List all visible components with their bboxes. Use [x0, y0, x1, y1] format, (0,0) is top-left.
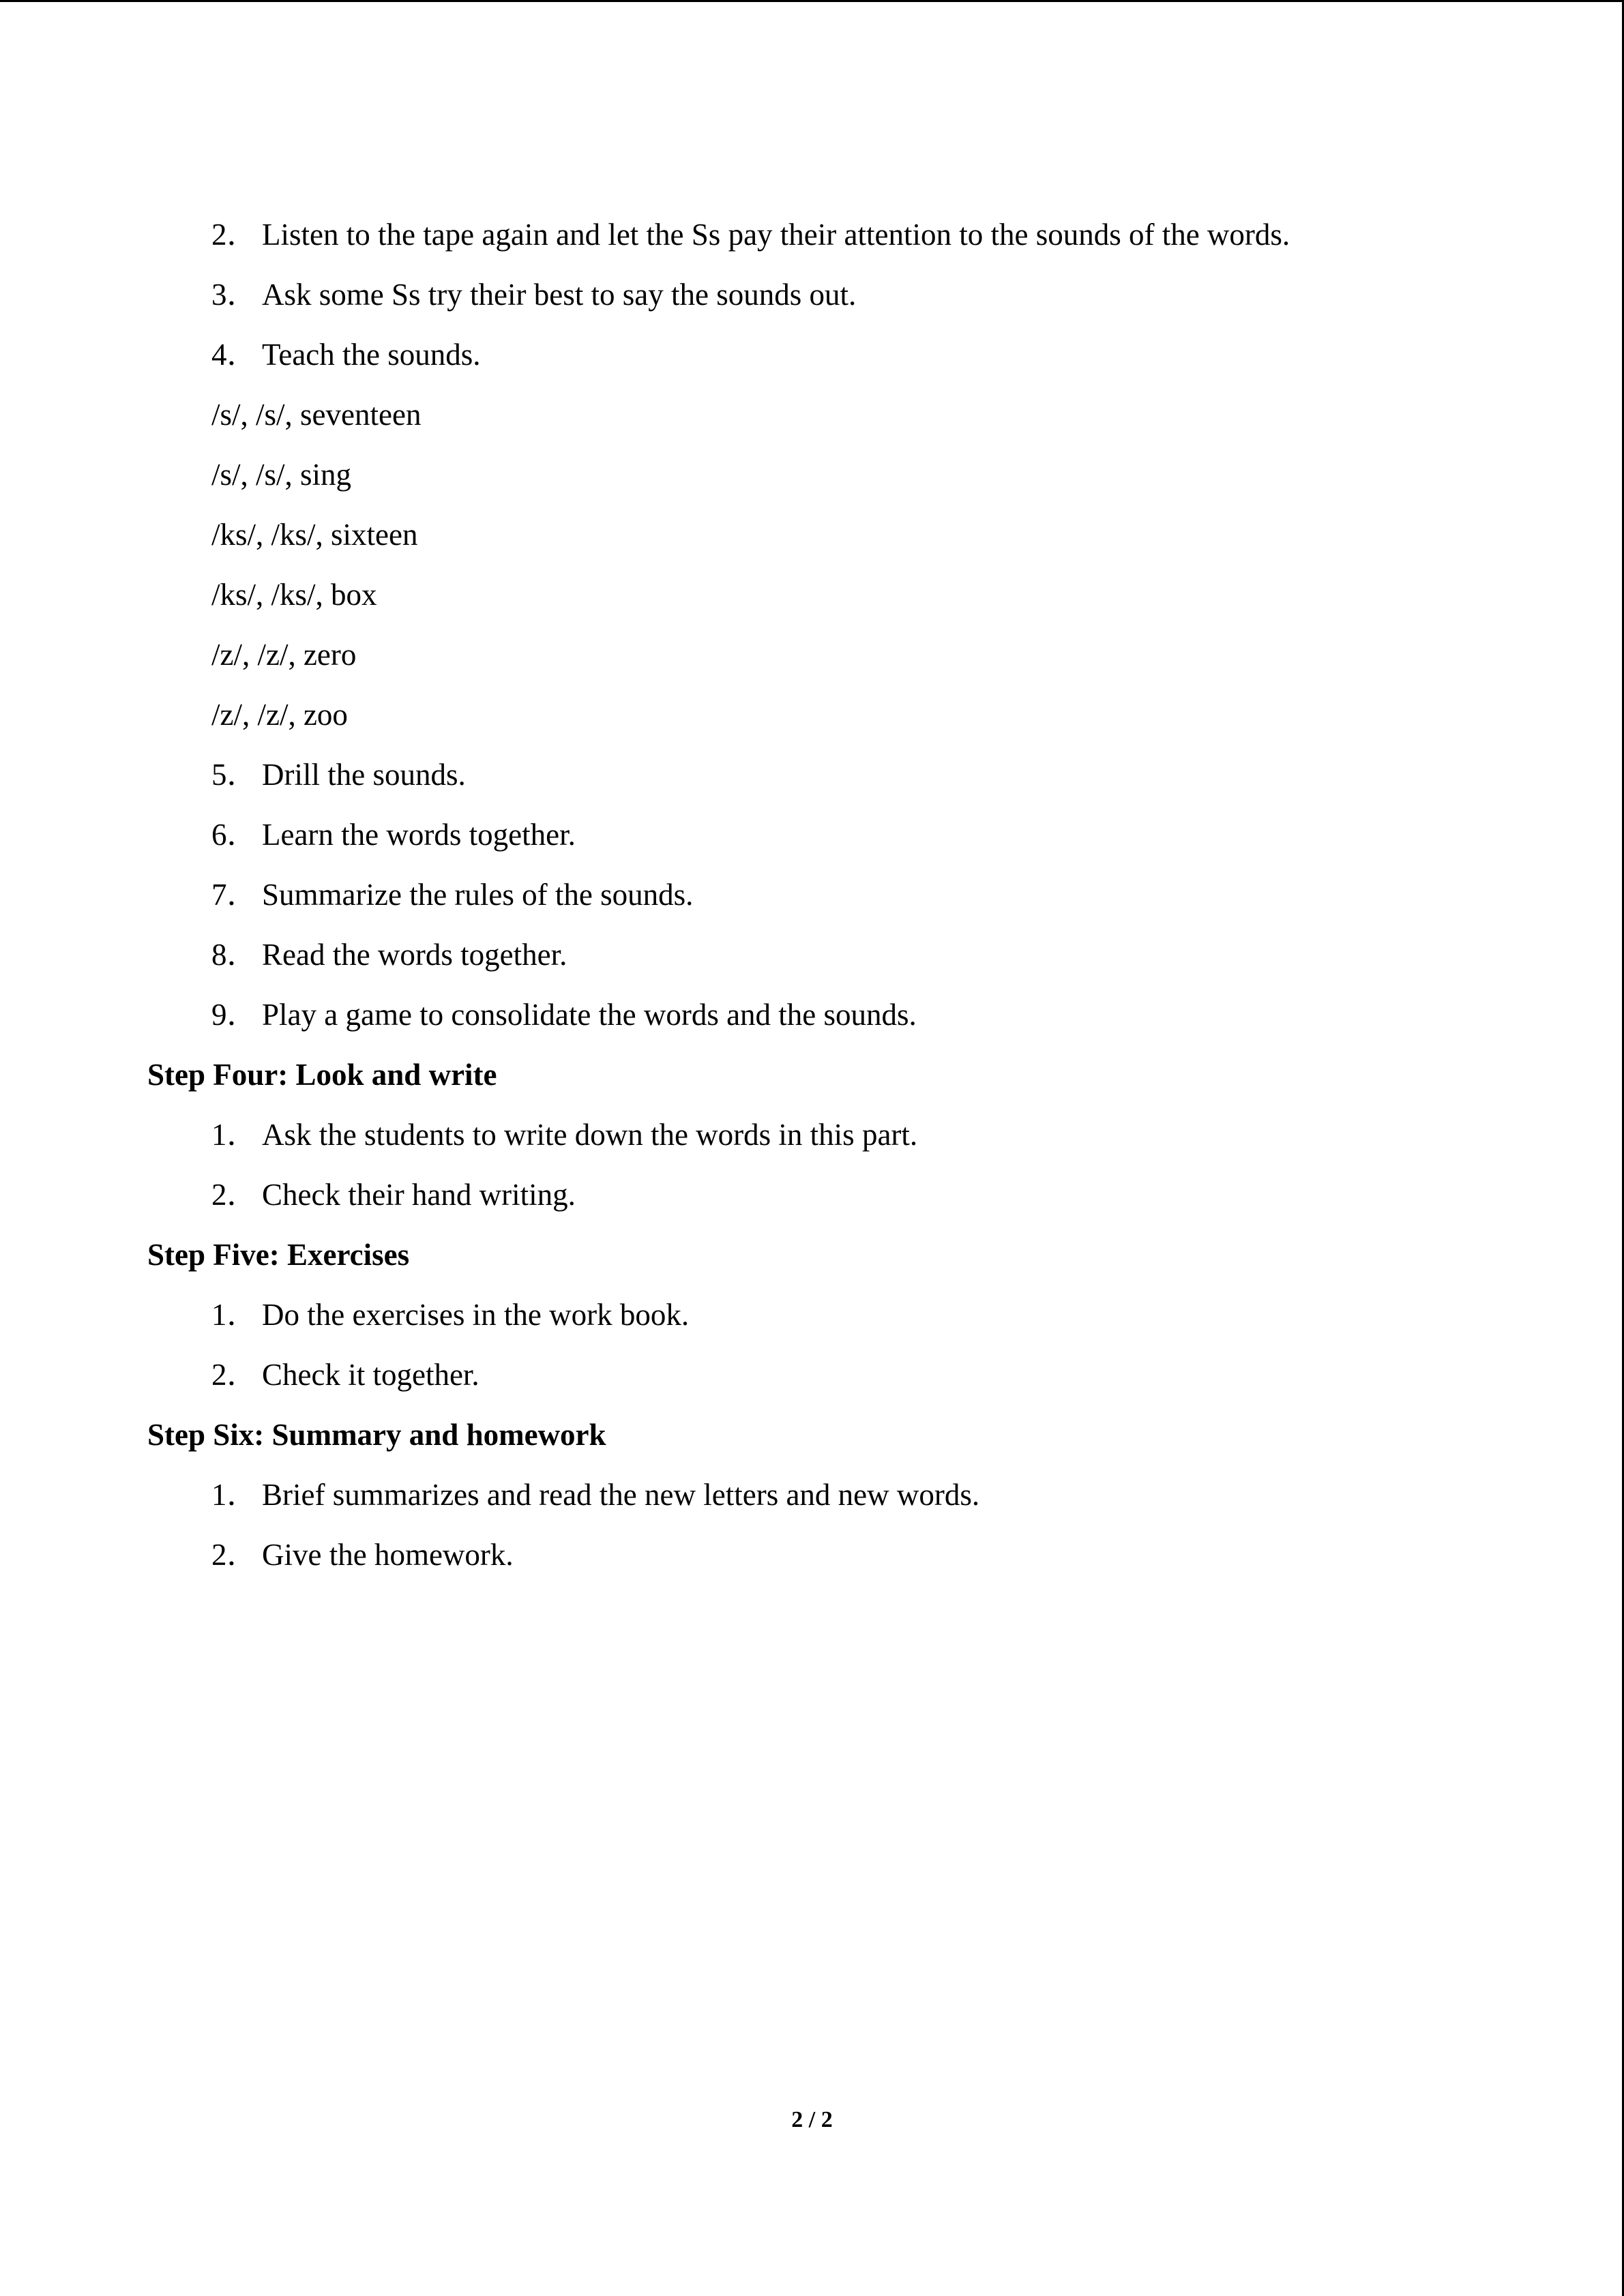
list-item [147, 265, 1484, 325]
list-item-text: Play a game to consolidate the words and the sounds. [262, 998, 917, 1032]
list-item-number: 7． [211, 878, 258, 912]
list-item-text: Ask some Ss try their best to say the sounds out. [262, 278, 857, 312]
list-item-number: 9． [211, 998, 258, 1032]
list-item-number: 5． [211, 758, 258, 792]
list-item-text: Ask the students to write down the words in this part. [262, 1118, 918, 1152]
list-item [147, 745, 1484, 805]
list-item-text: Do the exercises in the work book. [262, 1298, 690, 1332]
list-item [147, 925, 1484, 985]
list-item-number: 8． [211, 938, 258, 972]
list-item-number: 2． [211, 218, 258, 252]
list-item [147, 805, 1484, 865]
sound-line: /ks/, /ks/, box [211, 578, 377, 612]
list-item [147, 1285, 1484, 1345]
list-item [147, 1165, 1484, 1225]
list-item [147, 865, 1484, 925]
step-six-heading: Step Six: Summary and homework [147, 1418, 606, 1452]
step-four-heading: Step Four: Look and write [147, 1058, 497, 1092]
list-item-number: 1． [211, 1478, 258, 1512]
sound-line: /z/, /z/, zero [211, 638, 357, 672]
list-item [147, 325, 1484, 385]
list-item-number: 1． [211, 1298, 258, 1332]
page-number: 2 / 2 [791, 2107, 833, 2132]
list-item-number: 2． [211, 1538, 258, 1572]
list-item-text: Learn the words together. [262, 818, 576, 852]
sound-line: /s/, /s/, sing [211, 458, 352, 492]
list-item [147, 985, 1484, 1045]
sound-line: /z/, /z/, zoo [211, 698, 348, 732]
list-item [147, 1105, 1484, 1165]
list-item [147, 1465, 1484, 1525]
list-item-text: Check their hand writing. [262, 1178, 576, 1212]
list-item [147, 205, 1484, 265]
step-five-heading: Step Five: Exercises [147, 1238, 410, 1272]
sound-line: /ks/, /ks/, sixteen [211, 518, 418, 552]
list-item-text: Drill the sounds. [262, 758, 466, 792]
list-item-number: 4． [211, 338, 258, 372]
list-item-text: Summarize the rules of the sounds. [262, 878, 694, 912]
list-item-number: 6． [211, 818, 258, 852]
list-item-text: Listen to the tape again and let the Ss pay their attention to the sounds of the words. [262, 218, 1290, 252]
list-item-text: Read the words together. [262, 938, 567, 972]
list-item-number: 3． [211, 278, 258, 312]
list-item-number: 2． [211, 1358, 258, 1392]
list-item-text: Brief summarizes and read the new letters and new words. [262, 1478, 980, 1512]
sound-line: /s/, /s/, seventeen [211, 398, 422, 432]
list-item-text: Teach the sounds. [262, 338, 481, 372]
list-item-number: 2． [211, 1178, 258, 1212]
list-item [147, 1525, 1484, 1585]
list-item-text: Give the homework. [262, 1538, 514, 1572]
document-body [147, 205, 1484, 1585]
list-item-text: Check it together. [262, 1358, 479, 1392]
list-item [147, 1345, 1484, 1405]
list-item-number: 1． [211, 1118, 258, 1152]
